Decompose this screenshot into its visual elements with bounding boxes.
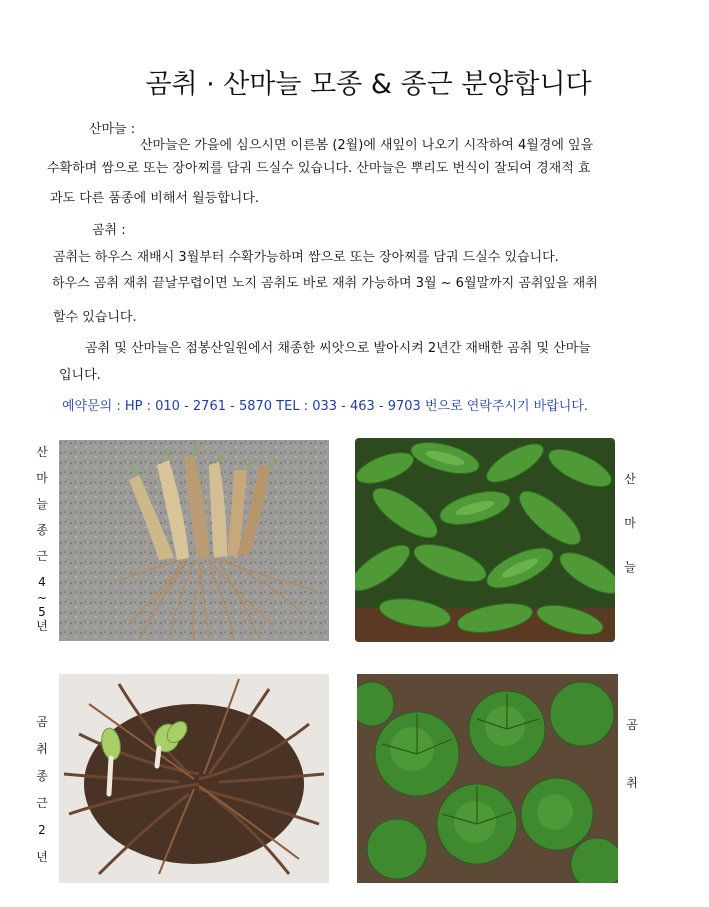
gomchwi-leaf-photo (357, 674, 618, 883)
sanmaneul-line-1: 산마늘은 가을에 심으시면 이른봄 (2월)에 새잎이 나오기 시작하여 4월경에 잎을 (140, 138, 594, 153)
sanmaneul-leaf-photo (355, 438, 615, 642)
gomchwi-root-photo (59, 674, 329, 883)
page-title: 곰취 · 산마늘 모종 & 종근 분양합니다 (145, 69, 592, 100)
contact-info: 예약문의 : HP : 010 - 2761 - 5870 TEL : 033 - 463 - 9703 번으로 연락주시기 바랍니다. (62, 399, 589, 414)
gomchwi-line-2: 하우스 곰취 재취 끝날무렵이면 노지 곰취도 바로 재취 가능하며 3월 ~ 6월말까지 곰취잎을 재취 (52, 276, 598, 291)
gomchwi-line-3: 할수 있습니다. (53, 310, 137, 325)
origin-line-1: 곰취 및 산마늘은 점봉산일원에서 채종한 씨앗으로 발아시켜 2년간 재배한 곰취 및 산마늘 (85, 341, 591, 356)
sanmaneul-line-2: 수확하며 쌈으로 또는 장아찌를 담궈 드실수 있습니다. 산마늘은 뿌리도 번식이 잘되여 경재적 효 (47, 161, 591, 176)
sanmaneul-heading: 산마늘 : (89, 122, 136, 137)
photo-2-label: 산 마 늘 (624, 472, 636, 574)
origin-line-2: 입니다. (59, 368, 101, 383)
photo-1-label: 산 마 늘 종 근 4 ~ 5 년 (36, 445, 48, 633)
sanmaneul-line-3: 과도 다른 품종에 비해서 월등합니다. (50, 191, 260, 206)
gomchwi-line-1: 곰취는 하우스 재배시 3월부터 수확가능하며 쌈으로 또는 장아찌를 담궈 드실수 있습니다. (53, 250, 559, 265)
sanmaneul-root-photo (59, 440, 329, 641)
gomchwi-heading: 곰취 : (92, 223, 126, 238)
photo-4-label: 곰 취 (626, 718, 638, 790)
photo-3-label: 곰 취 종 근 2 년 (36, 715, 48, 864)
